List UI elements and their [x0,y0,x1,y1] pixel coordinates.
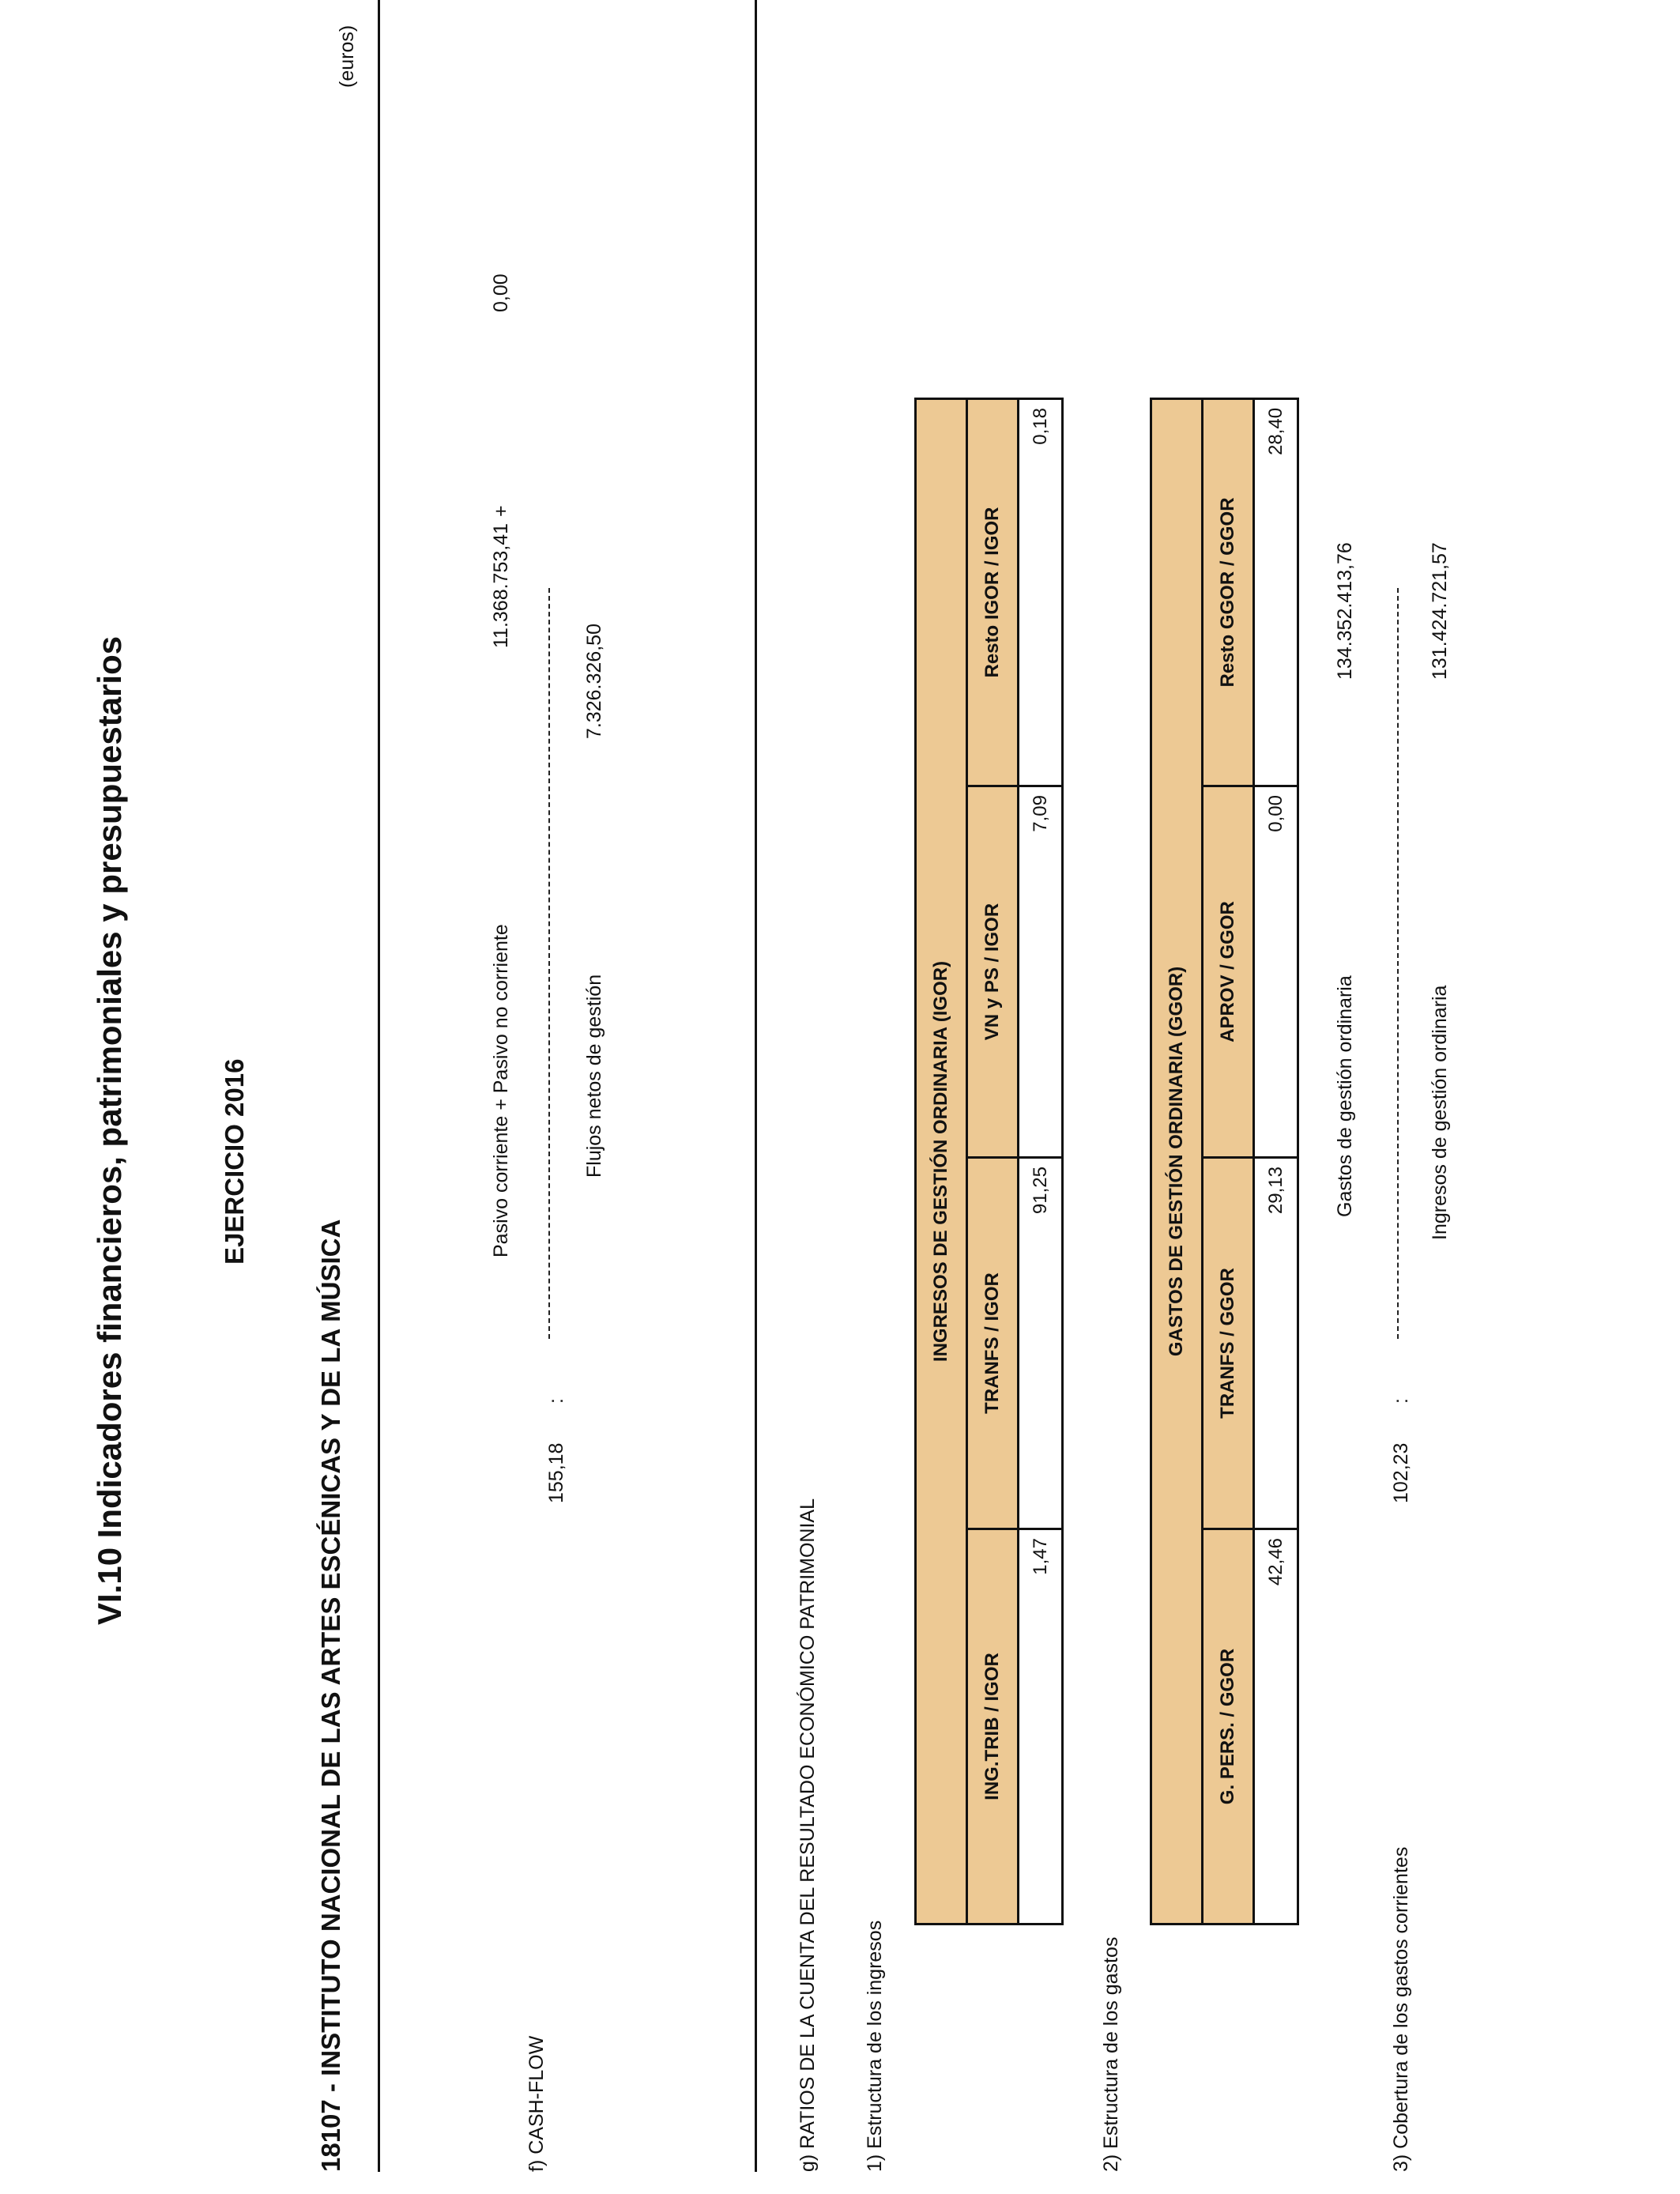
income-col-ingtrib: ING.TRIB / IGOR [967,1529,1019,1924]
coverage-label: 3) Cobertura de los gastos corrientes [1390,1846,1412,2172]
expense-value-gpers: 42,46 [1254,1529,1298,1924]
cashflow-denominator-label: Flujos netos de gestión [583,974,605,1178]
cashflow-fraction-line [548,588,550,1339]
cashflow-numerator-value: 11.368.753,41 [490,522,512,648]
coverage-value: 102,23 [1390,1442,1412,1503]
coverage-denominator-label: Ingresos de gestión ordinaria [1429,985,1451,1240]
expense-structure-label: 2) Estructura de los gastos [1100,1936,1122,2172]
expense-col-aprov: APROV / GGOR [1203,786,1254,1158]
expense-col-tranfs: TRANFS / GGOR [1203,1158,1254,1529]
exercise-year: EJERCICIO 2016 [220,1058,249,1265]
entity-name: 18107 - INSTITUTO NACIONAL DE LAS ARTES ESCÉNICAS Y DE LA MÚSICA [316,1219,345,2172]
coverage-denominator-value: 131.424.721,57 [1429,542,1451,680]
cashflow-colon: : [545,1398,567,1404]
cashflow-denominator-value: 7.326.326,50 [583,624,605,739]
income-col-vnps: VN y PS / IGOR [967,786,1019,1158]
income-table-title: INGRESOS DE GESTIÓN ORDINARIA (IGOR) [916,398,967,1924]
income-structure-table [914,398,1064,1925]
page-title: VI.10 Indicadores financieros, patrimoniales y presupuestarios [91,635,128,1625]
cashflow-plus: + [490,505,512,517]
income-col-tranfs: TRANFS / IGOR [967,1158,1019,1529]
cashflow-label: f) CASH-FLOW [525,2035,548,2172]
expense-col-gpers: G. PERS. / GGOR [1203,1529,1254,1924]
income-value-ingtrib: 1,47 [1019,1529,1063,1924]
coverage-numerator-value: 134.352.413,76 [1334,542,1356,680]
expense-value-resto: 28,40 [1254,398,1298,786]
income-col-resto: Resto IGOR / IGOR [967,398,1019,786]
section-divider [755,0,757,2172]
cashflow-numerator-label: Pasivo corriente + Pasivo no corriente [490,924,512,1257]
units-label: (euros) [336,25,358,88]
coverage-colon: : [1390,1398,1412,1404]
expense-value-aprov: 0,00 [1254,786,1298,1158]
income-value-tranfs: 91,25 [1019,1158,1063,1529]
coverage-fraction-line [1397,588,1399,1339]
cashflow-value: 155,18 [545,1442,567,1503]
cashflow-extra-value: 0,00 [490,273,512,312]
income-structure-label: 1) Estructura de los ingresos [864,1920,886,2172]
expense-col-resto: Resto GGOR / GGOR [1203,398,1254,786]
income-value-vnps: 7,09 [1019,786,1063,1158]
ratios-section-label: g) RATIOS DE LA CUENTA DEL RESULTADO ECONÓMICO PATRIMONIAL [797,1498,819,2172]
expense-structure-table [1150,398,1299,1925]
coverage-numerator-label: Gastos de gestión ordinaria [1334,975,1356,1217]
income-value-resto: 0,18 [1019,398,1063,786]
header-divider [378,0,380,2172]
expense-table-title: GASTOS DE GESTIÓN ORDINARIA (GGOR) [1151,398,1203,1924]
expense-value-tranfs: 29,13 [1254,1158,1298,1529]
